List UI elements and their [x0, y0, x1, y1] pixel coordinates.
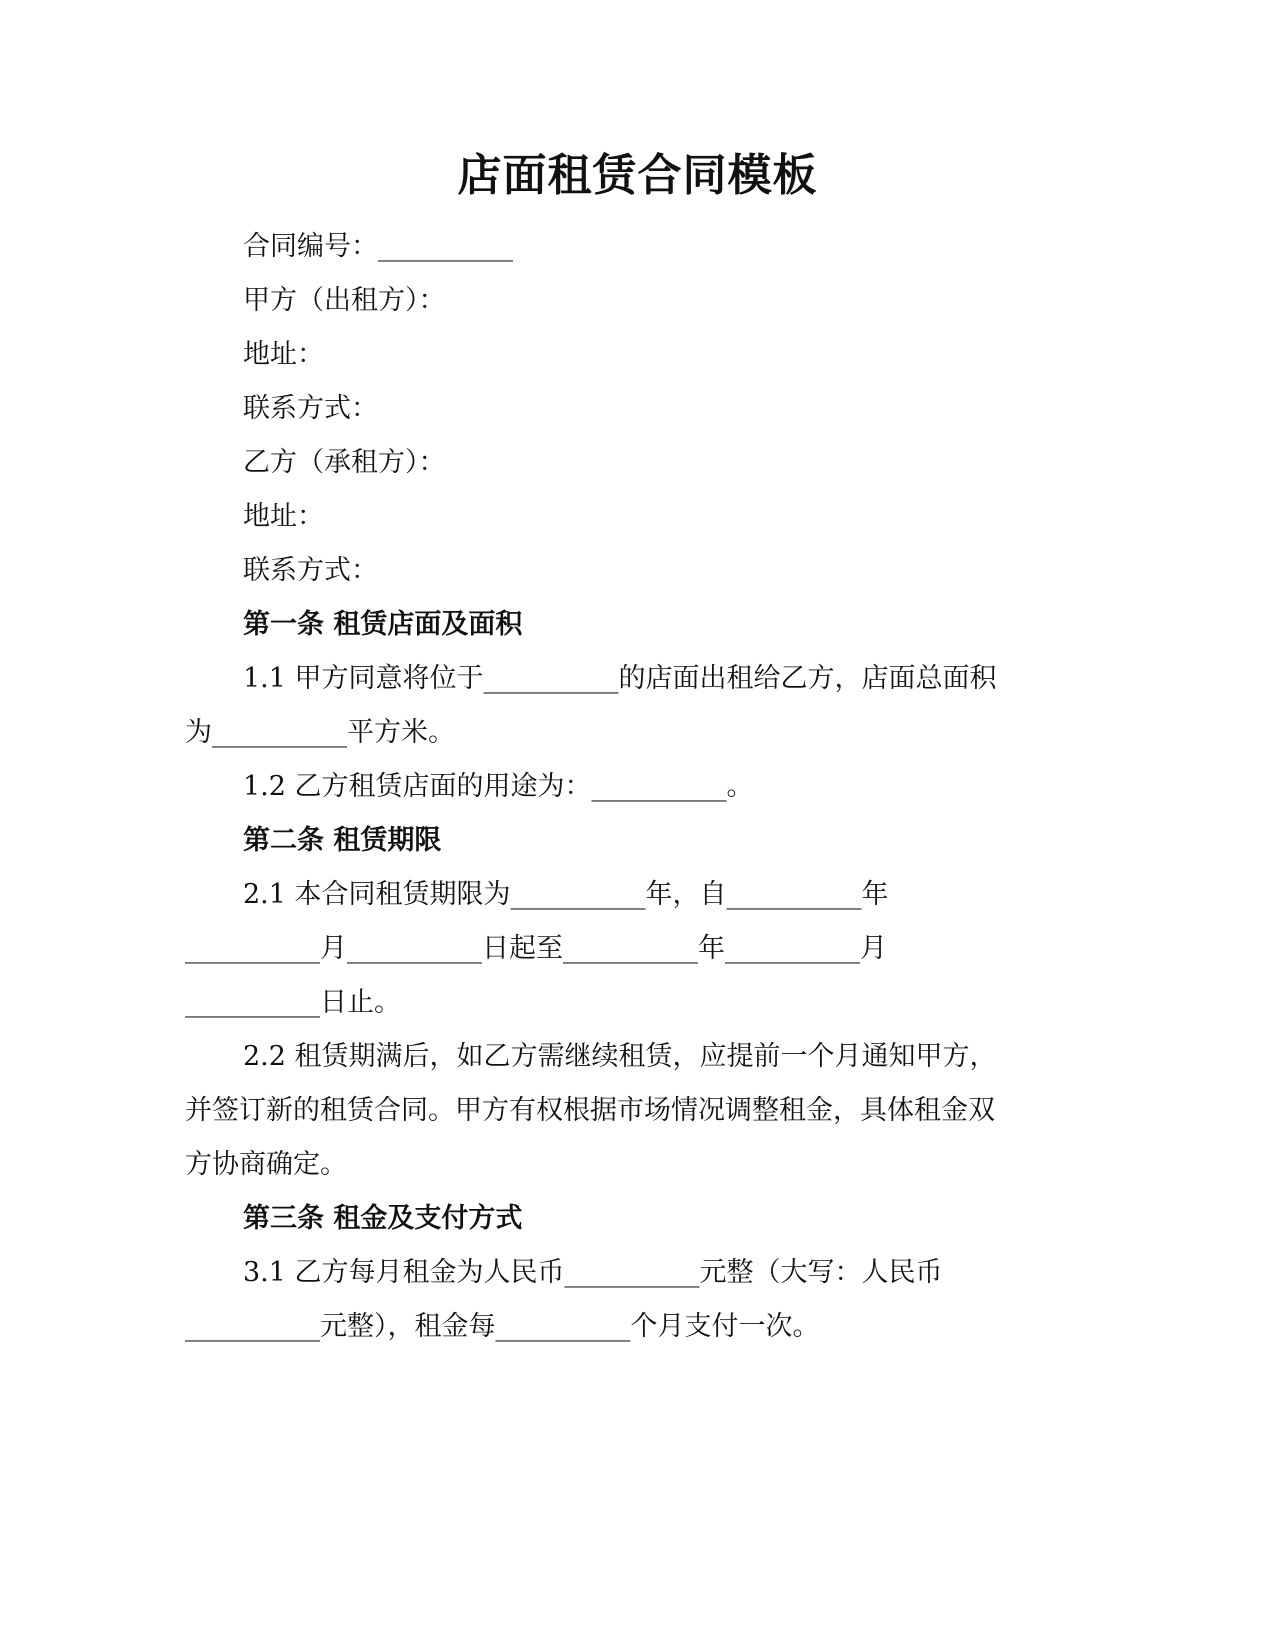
clause-1-1-line-2: 为__________平方米。	[185, 717, 455, 748]
party-a-contact-line: 联系方式：	[243, 393, 378, 424]
clause-3-1-line-2: __________元整），租金每__________个月支付一次。	[185, 1311, 820, 1342]
contract-number-line: 合同编号：__________	[243, 231, 513, 262]
clause-1-1-line-1: 1.1 甲方同意将位于__________的店面出租给乙方，店面总面积	[243, 663, 997, 694]
article-3-heading: 第三条 租金及支付方式	[243, 1203, 523, 1234]
clause-2-2-line-1: 2.2 租赁期满后，如乙方需继续租赁，应提前一个月通知甲方，	[243, 1041, 997, 1072]
party-b-contact-line: 联系方式：	[243, 555, 378, 586]
party-a-line: 甲方（出租方）：	[243, 285, 446, 316]
document-title: 店面租赁合同模板	[457, 150, 818, 201]
clause-2-1-line-3: __________日止。	[185, 987, 401, 1018]
clause-3-1-line-1: 3.1 乙方每月租金为人民币__________元整（大写：人民币	[243, 1257, 943, 1288]
party-b-line: 乙方（承租方）：	[243, 447, 446, 478]
article-1-heading: 第一条 租赁店面及面积	[243, 609, 523, 640]
party-a-address-line: 地址：	[243, 339, 324, 370]
clause-2-1-line-1: 2.1 本合同租赁期限为__________年，自__________年	[243, 879, 889, 910]
clause-2-2-line-3: 方协商确定。	[185, 1149, 347, 1180]
clause-2-1-line-2: __________月__________日起至__________年__________月	[185, 933, 887, 964]
party-b-address-line: 地址：	[243, 501, 324, 532]
article-2-heading: 第二条 租赁期限	[243, 825, 442, 856]
clause-2-2-line-2: 并签订新的租赁合同。甲方有权根据市场情况调整租金，具体租金双	[185, 1095, 995, 1126]
clause-1-2-line: 1.2 乙方租赁店面的用途为：__________。	[243, 771, 754, 802]
